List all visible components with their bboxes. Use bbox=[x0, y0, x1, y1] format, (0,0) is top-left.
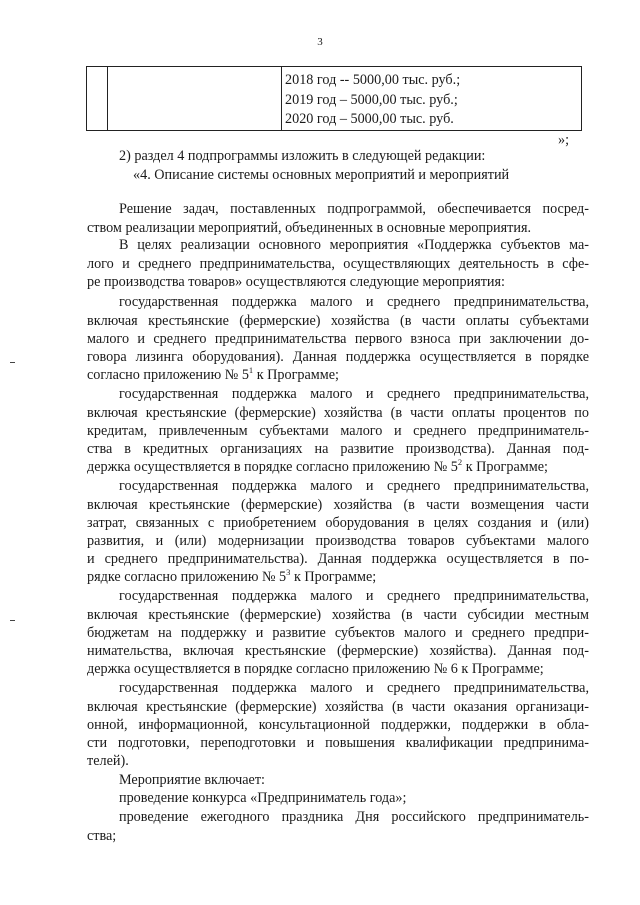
scan-mark bbox=[10, 620, 15, 621]
superscript: 3 bbox=[286, 567, 291, 577]
text-line: затрат, связанных с приобретением оборудования в целях создания и (или) bbox=[87, 515, 589, 531]
table-row bbox=[87, 67, 582, 131]
section-heading: «4. Описание системы основных мероприятий и мероприятий bbox=[133, 167, 510, 183]
closing-quote: »; bbox=[558, 132, 570, 148]
text-line: лого и среднего предпринимательства, осуществляющих деятельность в сфе- bbox=[87, 256, 589, 272]
text-line: включая крестьянские (фермерские) хозяйства (в части оказания организаци- bbox=[87, 699, 589, 715]
text-line: онной, информационной, консультационной поддержки, поддержки в обла- bbox=[87, 717, 589, 733]
superscript: 2 bbox=[457, 457, 463, 467]
text-line: В целях реализации основного мероприятия «Поддержка субъектов ма- bbox=[119, 237, 589, 253]
funding-line-2019: 2019 год – 5000,00 тыс. руб.; bbox=[285, 91, 458, 108]
text-line: согласно приложению № $5^1$ к Программе; bbox=[87, 365, 339, 383]
funding-line-2020: 2020 год – 5000,00 тыс. руб. bbox=[285, 111, 454, 127]
funding-line-2018: 2018 год -- 5000,00 тыс. руб.; bbox=[285, 72, 461, 88]
text-line: держка осуществляется в порядке согласно приложению № $5^2$ к Программе; bbox=[87, 457, 548, 475]
text-line: говора лизинга оборудования). Данная поддержка осуществляется в порядке bbox=[87, 349, 589, 365]
text-line: развития, и (или) модернизации производства товаров субъектами малого bbox=[87, 533, 589, 549]
text-line: нимательства, включая крестьянские (фермерские) хозяйства). Данная под- bbox=[87, 643, 589, 659]
funding-table bbox=[86, 66, 582, 131]
text-line: телей). bbox=[87, 753, 129, 769]
text-line: государственная поддержка малого и среднего предпринимательства, bbox=[119, 588, 589, 604]
instruction-line: 2) раздел 4 подпрограммы изложить в следующей редакции: bbox=[119, 148, 486, 164]
text-line: ре производства товаров» осуществляются следующие мероприятия: bbox=[87, 274, 505, 290]
table-cell-empty bbox=[87, 67, 108, 131]
text-line: бюджетам на поддержку и развитие субъектов малого и среднего предпри- bbox=[87, 625, 589, 641]
text-line: проведение конкурса «Предприниматель года»; bbox=[119, 790, 407, 806]
text-line: государственная поддержка малого и среднего предпринимательства, bbox=[119, 294, 589, 310]
text-line: государственная поддержка малого и среднего предпринимательства, bbox=[119, 386, 589, 402]
text-line: Мероприятие включает: bbox=[119, 772, 265, 788]
page-number: 3 bbox=[317, 36, 323, 48]
text-line: Решение задач, поставленных подпрограммой, обеспечивается посред- bbox=[119, 201, 589, 217]
text-line: включая крестьянские (фермерские) хозяйства (в части возмещения части bbox=[87, 497, 589, 513]
text-line: кредитам, привлеченным субъектами малого и среднего предприниматель- bbox=[87, 423, 589, 439]
text-line: сти подготовки, переподготовки и повышения квалификации предпринима- bbox=[87, 735, 589, 751]
superscript: 1 bbox=[248, 365, 254, 375]
text-line: ством реализации мероприятий, объединенных в основные мероприятия. bbox=[87, 220, 532, 236]
text-line: рядке согласно приложению № $5^3$ к Программе; bbox=[87, 567, 377, 585]
funding-cell bbox=[282, 67, 582, 131]
text-line: государственная поддержка малого и среднего предпринимательства, bbox=[119, 680, 589, 696]
text-line: включая крестьянские (фермерские) хозяйства (в части оплаты процентов по bbox=[87, 405, 589, 421]
table-cell-empty bbox=[108, 67, 282, 131]
text-line: включая крестьянские (фермерские) хозяйства (в части оплаты субъектами bbox=[87, 313, 589, 329]
text-line: проведение ежегодного праздника Дня российского предприниматель- bbox=[119, 809, 589, 825]
text-line: включая крестьянские (фермерские) хозяйства (в части субсидии местным bbox=[87, 607, 589, 623]
text-line: малого и среднего предпринимательства первого взноса при заключении до- bbox=[87, 331, 589, 347]
text-line: государственная поддержка малого и среднего предпринимательства, bbox=[119, 478, 589, 494]
text-line: ства; bbox=[87, 828, 117, 844]
scan-mark bbox=[10, 362, 15, 363]
text-line: держка осуществляется в порядке согласно приложению № 6 к Программе; bbox=[87, 661, 544, 677]
text-line: ства в кредитных организациях на развитие производства). Данная под- bbox=[87, 441, 589, 457]
text-line: и среднего предпринимательства). Данная поддержка осуществляется в по- bbox=[87, 551, 589, 567]
